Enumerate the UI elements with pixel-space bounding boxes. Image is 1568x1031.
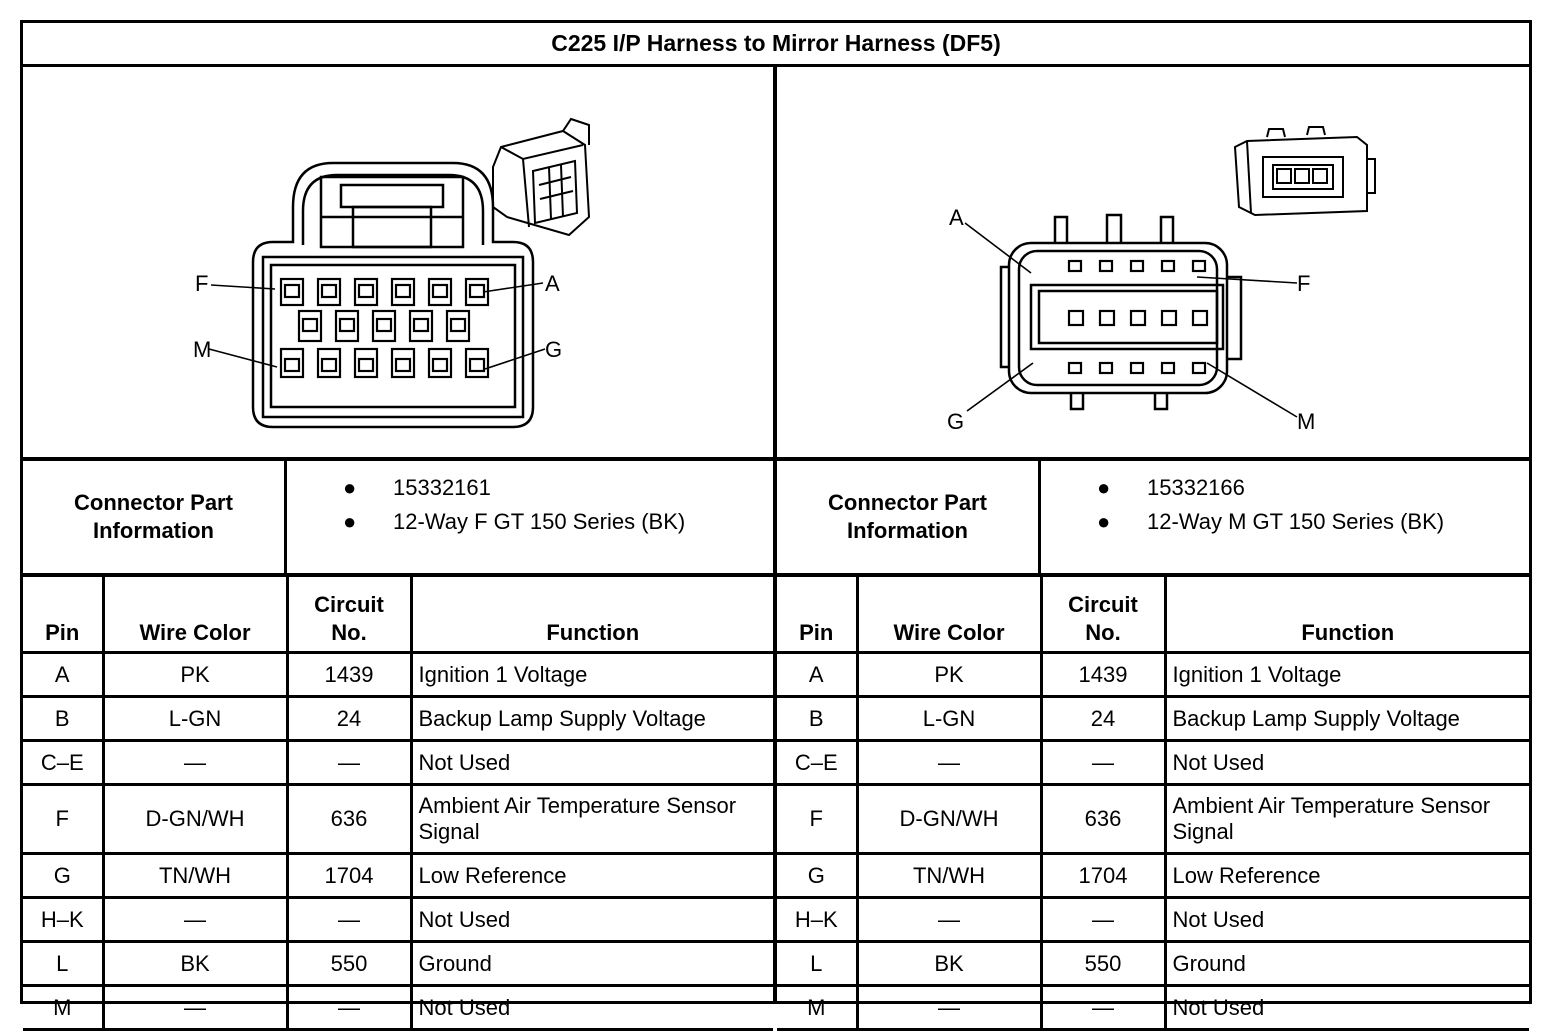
cell-circuit: 550 [1041,942,1165,986]
cell-wire-color: TN/WH [857,854,1041,898]
cell-circuit: 636 [1041,785,1165,854]
cell-pin: C–E [777,741,857,785]
cell-circuit: — [287,741,411,785]
table-row [777,986,1529,1030]
cell-function: Backup Lamp Supply Voltage [1165,697,1529,741]
header-pin: Pin [23,577,103,653]
table-row [23,942,773,986]
cell-wire-color: — [857,986,1041,1030]
cell-pin: M [777,986,857,1030]
cell-wire-color: — [103,986,287,1030]
header-circuit: Circuit No. [287,577,411,653]
cell-pin: G [23,854,103,898]
female-connector-drawing [23,67,773,457]
cell-circuit: 24 [287,697,411,741]
table-row [23,697,773,741]
table-row [777,854,1529,898]
part-info-item: ● 12-Way F GT 150 Series (BK) [287,505,773,539]
connector-sheet [20,20,1532,1020]
connector-part-label: Connector Part Information [777,461,1041,573]
cell-pin: B [777,697,857,741]
table-row [23,898,773,942]
cell-wire-color: — [103,898,287,942]
label-pin-g: G [545,337,563,362]
table-row [23,986,773,1030]
pinout-table [23,577,773,1031]
connector-part-label: Connector Part Information [23,461,287,573]
label-pin-m: M [1297,409,1316,434]
cell-function: Not Used [411,898,773,942]
connector-part-info [23,461,773,577]
cell-function: Ambient Air Temperature Sensor Signal [411,785,773,854]
table-row [777,942,1529,986]
cell-pin: H–K [777,898,857,942]
cell-pin: B [23,697,103,741]
cell-wire-color: L-GN [103,697,287,741]
bullet-icon: ● [343,475,357,500]
cell-function: Not Used [1165,898,1529,942]
bullet-icon: ● [1097,509,1111,534]
bullet-icon: ● [343,509,357,534]
label-pin-f: F [1297,271,1311,296]
cell-circuit: 1704 [1041,854,1165,898]
part-info-item: ● 12-Way M GT 150 Series (BK) [1041,505,1529,539]
cell-pin: L [777,942,857,986]
male-connector-drawing [777,67,1527,457]
cell-pin: A [777,653,857,697]
cell-pin: G [777,854,857,898]
label-pin-a: A [949,205,964,230]
table-row [777,898,1529,942]
cell-wire-color: — [857,741,1041,785]
cell-pin: M [23,986,103,1030]
part-info-item: ● 15332166 [1041,471,1529,505]
cell-circuit: — [1041,741,1165,785]
table-row [23,653,773,697]
part-info-list [287,471,773,539]
label-pin-a: A [545,271,560,296]
male-connector-info [777,461,1529,1020]
cell-function: Not Used [1165,741,1529,785]
diagram-row [23,67,1529,461]
cell-pin: L [23,942,103,986]
part-info-item: ● 15332161 [287,471,773,505]
cell-wire-color: — [857,898,1041,942]
cell-wire-color: TN/WH [103,854,287,898]
table-row [23,785,773,854]
cell-circuit: — [1041,986,1165,1030]
cell-circuit: 1439 [287,653,411,697]
cell-function: Not Used [411,986,773,1030]
cell-wire-color: BK [103,942,287,986]
header-function: Function [411,577,773,653]
cell-function: Ground [411,942,773,986]
label-pin-g: G [947,409,965,434]
male-connector-3d-icon [1235,127,1375,215]
cell-wire-color: D-GN/WH [857,785,1041,854]
label-pin-m: M [193,337,212,362]
table-row [777,697,1529,741]
cell-function: Backup Lamp Supply Voltage [411,697,773,741]
label-pin-f: F [195,271,209,296]
cell-wire-color: PK [857,653,1041,697]
cell-function: Ignition 1 Voltage [1165,653,1529,697]
bullet-icon: ● [1097,475,1111,500]
connector-part-info [777,461,1529,577]
cell-function: Not Used [1165,986,1529,1030]
cell-pin: H–K [23,898,103,942]
cell-pin: C–E [23,741,103,785]
cell-function: Ambient Air Temperature Sensor Signal [1165,785,1529,854]
cell-circuit: 550 [287,942,411,986]
cell-wire-color: L-GN [857,697,1041,741]
cell-wire-color: BK [857,942,1041,986]
cell-wire-color: PK [103,653,287,697]
cell-function: Low Reference [411,854,773,898]
table-row [777,653,1529,697]
male-connector-diagram [777,67,1529,457]
cell-circuit: 1439 [1041,653,1165,697]
cell-wire-color: D-GN/WH [103,785,287,854]
table-row [23,741,773,785]
cell-function: Low Reference [1165,854,1529,898]
female-connector-diagram [23,67,777,457]
cell-circuit: — [287,986,411,1030]
sheet-title: C225 I/P Harness to Mirror Harness (DF5) [23,23,1529,67]
table-row [23,854,773,898]
cell-pin: F [23,785,103,854]
cell-circuit: — [1041,898,1165,942]
cell-circuit: 24 [1041,697,1165,741]
table-row [777,785,1529,854]
table-row [777,741,1529,785]
cell-circuit: — [287,898,411,942]
cell-circuit: 1704 [287,854,411,898]
header-circuit: Circuit No. [1041,577,1165,653]
female-connector-3d-icon [493,119,589,235]
header-wire-color: Wire Color [857,577,1041,653]
header-wire-color: Wire Color [103,577,287,653]
cell-function: Not Used [411,741,773,785]
female-connector-info [23,461,777,1020]
header-pin: Pin [777,577,857,653]
part-info-list [1041,471,1529,539]
cell-pin: A [23,653,103,697]
header-function: Function [1165,577,1529,653]
cell-function: Ignition 1 Voltage [411,653,773,697]
pinout-table [777,577,1529,1031]
cell-function: Ground [1165,942,1529,986]
cell-pin: F [777,785,857,854]
cell-circuit: 636 [287,785,411,854]
cell-wire-color: — [103,741,287,785]
